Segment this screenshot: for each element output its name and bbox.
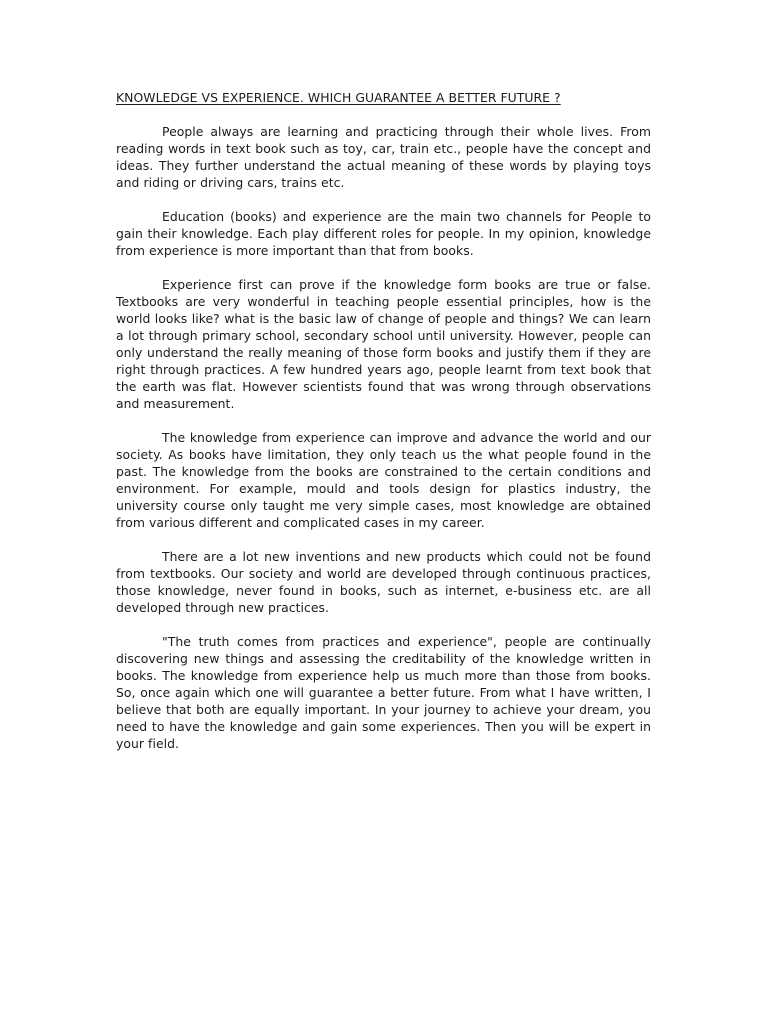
paragraph-3: Experience first can prove if the knowledge form books are true or false. Textbooks are very wonderful in teaching people essential principles, how is the world looks like? what is the basic law of change of people and things? We can learn a lot through primary school, secondary school until university. However, people can only understand the really meaning of those form books and justify them if they are right through practices. A few hundred years ago, people learnt from text book that the earth was flat. However scientists found that was wrong through observations and measurement. bbox=[116, 277, 651, 411]
document-title: KNOWLEDGE VS EXPERIENCE. WHICH GUARANTEE A BETTER FUTURE ? bbox=[116, 90, 561, 105]
paragraph-2: Education (books) and experience are the main two channels for People to gain their knowledge. Each play different roles for people. In my opinion, knowledge from experience is more important than that from books. bbox=[116, 209, 651, 258]
paragraph-1: People always are learning and practicing through their whole lives. From reading words in text book such as toy, car, train etc., people have the concept and ideas. They further understand the actual meaning of these words by playing toys and riding or driving cars, trains etc. bbox=[116, 124, 651, 190]
paragraph-4: The knowledge from experience can improve and advance the world and our society. As books have limitation, they only teach us the what people found in the past. The knowledge from the books are constrained to the certain conditions and environment. For example, mould and tools design for plastics industry, the university course only taught me very simple cases, most knowledge are obtained from various different and complicated cases in my career. bbox=[116, 430, 651, 530]
paragraph-6: "The truth comes from practices and experience", people are continually discovering new things and assessing the creditability of the knowledge written in books. The knowledge from experience help us much more than those from books. So, once again which one will guarantee a better future. From what I have written, I believe that both are equally important. In your journey to achieve your dream, you need to have the knowledge and gain some experiences. Then you will be expert in your field. bbox=[116, 634, 651, 751]
paragraph-5: There are a lot new inventions and new products which could not be found from textbooks. Our society and world are developed through continuous practices, those knowledge, never found in books, such as internet, e-business etc. are all developed through new practices. bbox=[116, 549, 651, 615]
document-body bbox=[116, 89, 651, 769]
